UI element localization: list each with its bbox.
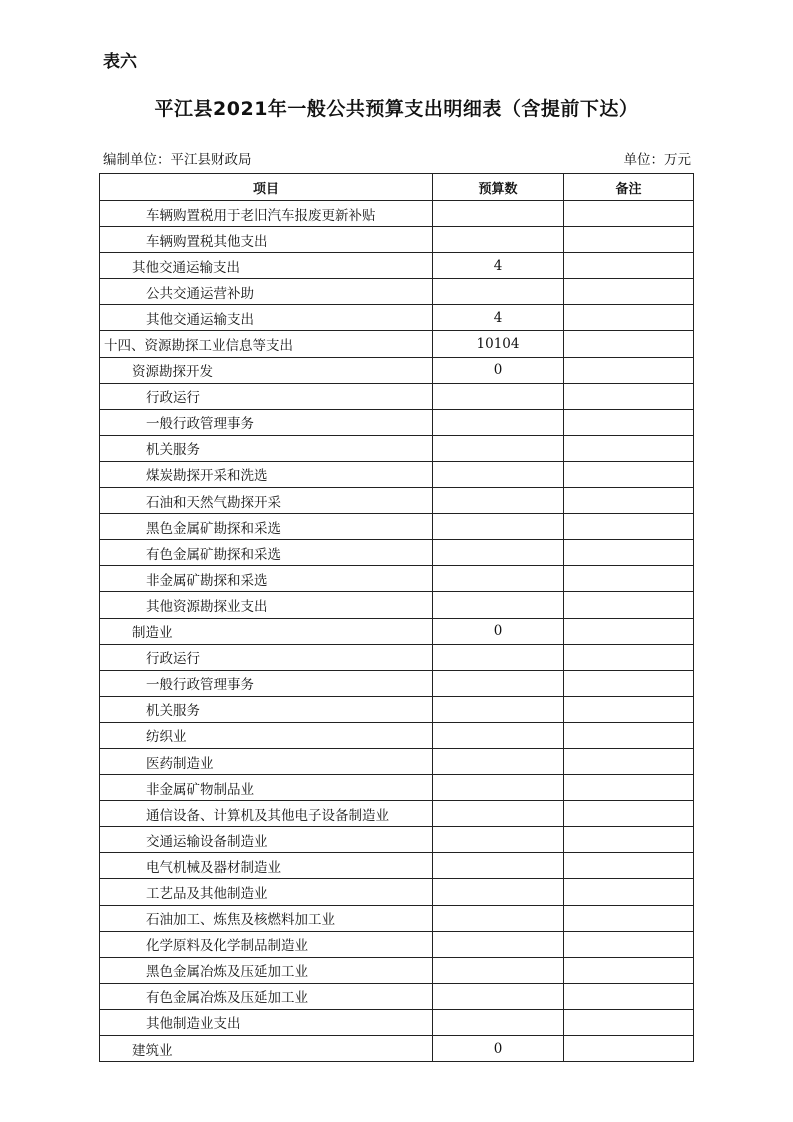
- row-amount: [433, 540, 564, 566]
- row-remark: [564, 305, 694, 331]
- row-item-name: 制造业: [100, 618, 433, 644]
- row-item-name: 石油和天然气勘探开采: [100, 488, 433, 514]
- row-item-name: 行政运行: [100, 644, 433, 670]
- row-remark: [564, 383, 694, 409]
- row-amount: [433, 514, 564, 540]
- table-row: [100, 514, 694, 540]
- row-remark: [564, 409, 694, 435]
- row-amount: 0: [433, 357, 564, 383]
- row-item-name: 有色金属冶炼及压延加工业: [100, 983, 433, 1009]
- row-item-name: 公共交通运营补助: [100, 279, 433, 305]
- table-row: [100, 827, 694, 853]
- row-item-name: 黑色金属矿勘探和采选: [100, 514, 433, 540]
- row-amount: [433, 201, 564, 227]
- row-item-name: 非金属矿勘探和采选: [100, 566, 433, 592]
- row-item-name: 石油加工、炼焦及核燃料加工业: [100, 905, 433, 931]
- row-remark: [564, 566, 694, 592]
- row-item-name: 资源勘探开发: [100, 357, 433, 383]
- row-item-name: 机关服务: [100, 696, 433, 722]
- column-header-item: 项目: [100, 174, 433, 201]
- table-row: [100, 775, 694, 801]
- row-remark: [564, 696, 694, 722]
- table-row: [100, 696, 694, 722]
- row-remark: [564, 748, 694, 774]
- row-remark: [564, 253, 694, 279]
- row-remark: [564, 618, 694, 644]
- currency-unit: 单位：万元: [623, 152, 691, 168]
- row-item-name: 机关服务: [100, 435, 433, 461]
- table-row: [100, 540, 694, 566]
- row-item-name: 工艺品及其他制造业: [100, 879, 433, 905]
- row-remark: [564, 514, 694, 540]
- row-item-name: 电气机械及器材制造业: [100, 853, 433, 879]
- row-item-name: 医药制造业: [100, 748, 433, 774]
- row-amount: [433, 983, 564, 1009]
- row-amount: [433, 957, 564, 983]
- row-remark: [564, 331, 694, 357]
- table-row: [100, 201, 694, 227]
- row-remark: [564, 201, 694, 227]
- row-remark: [564, 983, 694, 1009]
- row-remark: [564, 957, 694, 983]
- column-header-amount: 预算数: [433, 174, 564, 201]
- row-remark: [564, 670, 694, 696]
- column-header-remark: 备注: [564, 174, 694, 201]
- row-remark: [564, 931, 694, 957]
- row-amount: [433, 722, 564, 748]
- table-body: [100, 201, 694, 1062]
- row-item-name: 十四、资源勘探工业信息等支出: [100, 331, 433, 357]
- row-amount: [433, 488, 564, 514]
- table-row: [100, 1009, 694, 1035]
- table-row: [100, 670, 694, 696]
- table-row: [100, 253, 694, 279]
- row-item-name: 纺织业: [100, 722, 433, 748]
- row-amount: [433, 827, 564, 853]
- row-remark: [564, 357, 694, 383]
- row-item-name: 交通运输设备制造业: [100, 827, 433, 853]
- row-remark: [564, 1036, 694, 1062]
- row-amount: [433, 644, 564, 670]
- row-remark: [564, 1009, 694, 1035]
- table-row: [100, 357, 694, 383]
- row-item-name: 车辆购置税其他支出: [100, 227, 433, 253]
- row-remark: [564, 540, 694, 566]
- table-row: [100, 305, 694, 331]
- row-item-name: 煤炭勘探开采和洗选: [100, 461, 433, 487]
- row-remark: [564, 461, 694, 487]
- row-amount: 10104: [433, 331, 564, 357]
- row-remark: [564, 853, 694, 879]
- row-remark: [564, 827, 694, 853]
- table-row: [100, 227, 694, 253]
- row-amount: [433, 801, 564, 827]
- compiling-unit: 编制单位：平江县财政局: [103, 152, 252, 168]
- row-remark: [564, 279, 694, 305]
- row-amount: [433, 670, 564, 696]
- table-number-label: 表六: [103, 52, 137, 72]
- budget-table: [99, 173, 694, 1062]
- row-amount: 0: [433, 1036, 564, 1062]
- row-item-name: 其他资源勘探业支出: [100, 592, 433, 618]
- row-item-name: 其他交通运输支出: [100, 305, 433, 331]
- row-item-name: 车辆购置税用于老旧汽车报废更新补贴: [100, 201, 433, 227]
- table-row: [100, 957, 694, 983]
- row-amount: [433, 409, 564, 435]
- row-amount: 0: [433, 618, 564, 644]
- table-row: [100, 853, 694, 879]
- row-item-name: 其他制造业支出: [100, 1009, 433, 1035]
- table-row: [100, 618, 694, 644]
- row-remark: [564, 905, 694, 931]
- table-row: [100, 931, 694, 957]
- table-row: [100, 331, 694, 357]
- table-row: [100, 1036, 694, 1062]
- row-remark: [564, 801, 694, 827]
- table-row: [100, 435, 694, 461]
- row-amount: [433, 566, 564, 592]
- row-item-name: 一般行政管理事务: [100, 670, 433, 696]
- table-row: [100, 644, 694, 670]
- row-item-name: 建筑业: [100, 1036, 433, 1062]
- row-item-name: 非金属矿物制品业: [100, 775, 433, 801]
- row-item-name: 黑色金属冶炼及压延加工业: [100, 957, 433, 983]
- row-amount: [433, 853, 564, 879]
- table-row: [100, 879, 694, 905]
- row-amount: [433, 775, 564, 801]
- row-amount: [433, 592, 564, 618]
- row-remark: [564, 644, 694, 670]
- table-row: [100, 905, 694, 931]
- table-row: [100, 488, 694, 514]
- row-amount: [433, 383, 564, 409]
- row-amount: [433, 931, 564, 957]
- table-row: [100, 722, 694, 748]
- table-row: [100, 592, 694, 618]
- table-header-row: [100, 174, 694, 201]
- table-row: [100, 983, 694, 1009]
- row-remark: [564, 488, 694, 514]
- row-amount: [433, 279, 564, 305]
- row-item-name: 行政运行: [100, 383, 433, 409]
- row-amount: [433, 461, 564, 487]
- row-amount: [433, 879, 564, 905]
- table-row: [100, 409, 694, 435]
- row-amount: [433, 905, 564, 931]
- row-amount: [433, 227, 564, 253]
- table-row: [100, 748, 694, 774]
- table-row: [100, 383, 694, 409]
- row-remark: [564, 227, 694, 253]
- row-remark: [564, 435, 694, 461]
- table-row: [100, 801, 694, 827]
- row-amount: [433, 1009, 564, 1035]
- row-amount: [433, 748, 564, 774]
- table-row: [100, 279, 694, 305]
- table-row: [100, 566, 694, 592]
- table-row: [100, 461, 694, 487]
- page-title: 平江县2021年一般公共预算支出明细表（含提前下达）: [154, 98, 639, 120]
- row-remark: [564, 775, 694, 801]
- row-item-name: 通信设备、计算机及其他电子设备制造业: [100, 801, 433, 827]
- row-remark: [564, 592, 694, 618]
- row-item-name: 其他交通运输支出: [100, 253, 433, 279]
- row-amount: 4: [433, 305, 564, 331]
- row-remark: [564, 879, 694, 905]
- row-amount: [433, 696, 564, 722]
- row-remark: [564, 722, 694, 748]
- row-item-name: 一般行政管理事务: [100, 409, 433, 435]
- row-amount: [433, 435, 564, 461]
- row-amount: 4: [433, 253, 564, 279]
- row-item-name: 有色金属矿勘探和采选: [100, 540, 433, 566]
- row-item-name: 化学原料及化学制品制造业: [100, 931, 433, 957]
